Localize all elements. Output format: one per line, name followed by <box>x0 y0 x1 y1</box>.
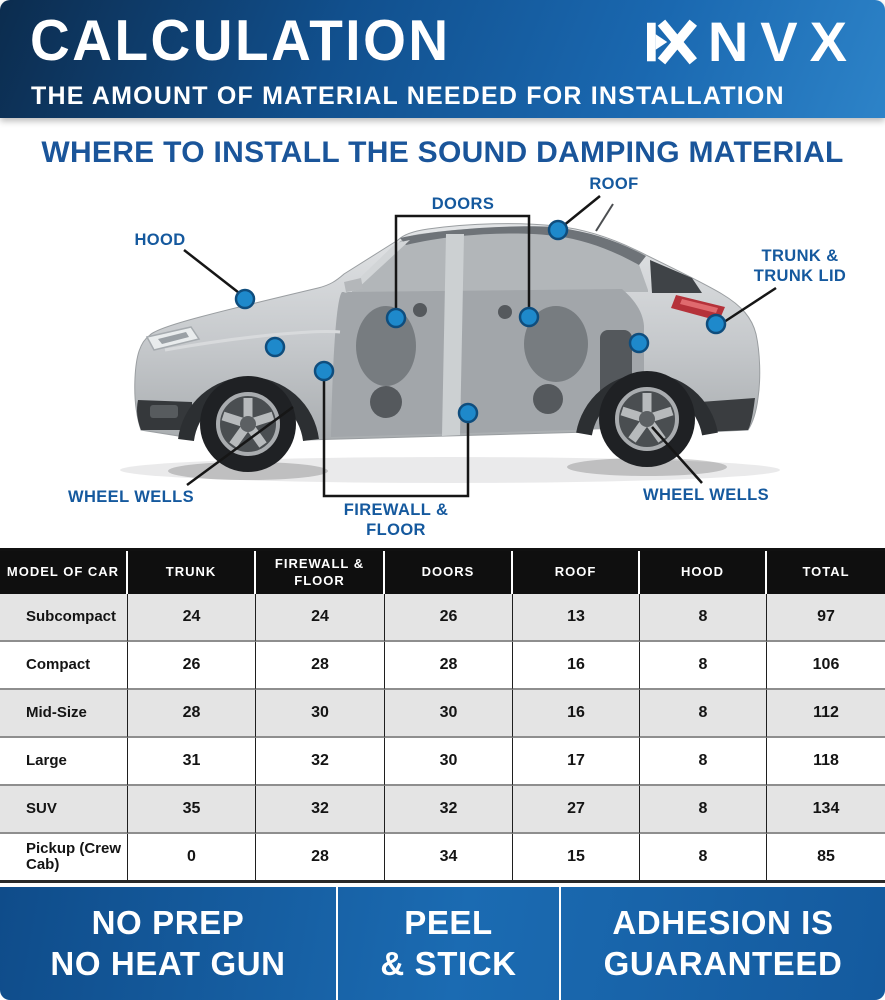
value-cell: 28 <box>385 642 513 690</box>
floor-marker-dot <box>459 404 477 422</box>
rear-door-marker-dot <box>520 308 538 326</box>
value-cell: 8 <box>640 690 767 738</box>
value-cell: 27 <box>513 786 640 834</box>
model-cell: Compact <box>0 642 128 690</box>
front-wheel-well-marker-dot <box>266 338 284 356</box>
value-cell: 8 <box>640 738 767 786</box>
front-door-marker-dot <box>387 309 405 327</box>
value-cell: 31 <box>128 738 256 786</box>
total-cell: 97 <box>767 594 885 642</box>
footer-item-peel-stick: PEEL & STICK <box>336 887 559 1000</box>
value-cell: 8 <box>640 642 767 690</box>
total-cell: 134 <box>767 786 885 834</box>
col-header-model: MODEL OF CAR <box>0 551 128 594</box>
section-heading: WHERE TO INSTALL THE SOUND DAMPING MATERIAL <box>41 136 844 169</box>
total-cell: 106 <box>767 642 885 690</box>
label-firewall-floor: FIREWALL & FLOOR <box>343 501 449 540</box>
value-cell: 16 <box>513 690 640 738</box>
total-cell: 118 <box>767 738 885 786</box>
table-row <box>0 594 885 642</box>
value-cell: 32 <box>256 786 385 834</box>
table-row <box>0 786 885 834</box>
roof-marker-dot <box>549 221 567 239</box>
col-header-roof: ROOF <box>513 551 640 594</box>
value-cell: 15 <box>513 834 640 880</box>
value-cell: 0 <box>128 834 256 880</box>
model-cell: Large <box>0 738 128 786</box>
car-image <box>135 204 760 472</box>
trunk-marker-dot <box>707 315 725 333</box>
col-header-total: TOTAL <box>802 564 850 580</box>
footer-banner <box>0 887 885 1000</box>
table-row <box>0 738 885 786</box>
page-subtitle: THE AMOUNT OF MATERIAL NEEDED FOR INSTALLATION <box>31 82 785 110</box>
value-cell: 28 <box>256 834 385 880</box>
rear-wheel <box>599 371 695 467</box>
value-cell: 30 <box>385 690 513 738</box>
label-wheel-wells-left: WHEEL WELLS <box>67 488 195 506</box>
model-cell: Subcompact <box>0 594 128 642</box>
total-cell: 112 <box>767 690 885 738</box>
value-cell: 34 <box>385 834 513 880</box>
label-trunk: TRUNK & TRUNK LID <box>753 247 847 286</box>
roof-line <box>563 196 600 226</box>
table-row <box>0 834 885 880</box>
hood-marker-dot <box>236 290 254 308</box>
total-cell: 85 <box>767 834 885 880</box>
value-cell: 16 <box>513 642 640 690</box>
header-banner <box>0 0 885 118</box>
value-cell: 35 <box>128 786 256 834</box>
value-cell: 24 <box>256 594 385 642</box>
value-cell: 24 <box>128 594 256 642</box>
model-cell: SUV <box>0 786 128 834</box>
value-cell: 28 <box>256 642 385 690</box>
firewall-marker-dot <box>315 362 333 380</box>
label-wheel-wells-right: WHEEL WELLS <box>642 486 770 504</box>
table-header-row <box>0 548 885 594</box>
label-hood: HOOD <box>134 231 186 249</box>
value-cell: 30 <box>385 738 513 786</box>
hood-line <box>184 250 243 296</box>
value-cell: 26 <box>128 642 256 690</box>
value-cell: 17 <box>513 738 640 786</box>
brand-logo <box>647 10 859 73</box>
page-title: CALCULATION <box>30 7 451 73</box>
col-header-firewall-floor: FIREWALL & FLOOR <box>256 551 385 594</box>
value-cell: 8 <box>640 786 767 834</box>
rear-wheel-well-marker-dot <box>630 334 648 352</box>
value-cell: 32 <box>256 738 385 786</box>
value-cell: 30 <box>256 690 385 738</box>
model-cell: Pickup (Crew Cab) <box>0 834 128 880</box>
table-row <box>0 642 885 690</box>
value-cell: 8 <box>640 594 767 642</box>
footer-item-no-prep: NO PREP NO HEAT GUN <box>50 904 286 982</box>
material-table <box>0 548 885 883</box>
col-header-trunk: TRUNK <box>128 551 256 594</box>
brand-name: NVX <box>707 10 859 73</box>
label-roof: ROOF <box>589 175 639 193</box>
value-cell: 32 <box>385 786 513 834</box>
col-header-hood: HOOD <box>640 551 767 594</box>
table-row <box>0 690 885 738</box>
col-header-doors: DOORS <box>385 551 513 594</box>
nvx-logo-icon <box>647 17 701 67</box>
value-cell: 26 <box>385 594 513 642</box>
footer-item-adhesion: ADHESION IS GUARANTEED <box>559 887 885 1000</box>
value-cell: 8 <box>640 834 767 880</box>
value-cell: 28 <box>128 690 256 738</box>
value-cell: 13 <box>513 594 640 642</box>
front-wheel <box>200 376 296 472</box>
label-doors: DOORS <box>431 195 495 213</box>
model-cell: Mid-Size <box>0 690 128 738</box>
